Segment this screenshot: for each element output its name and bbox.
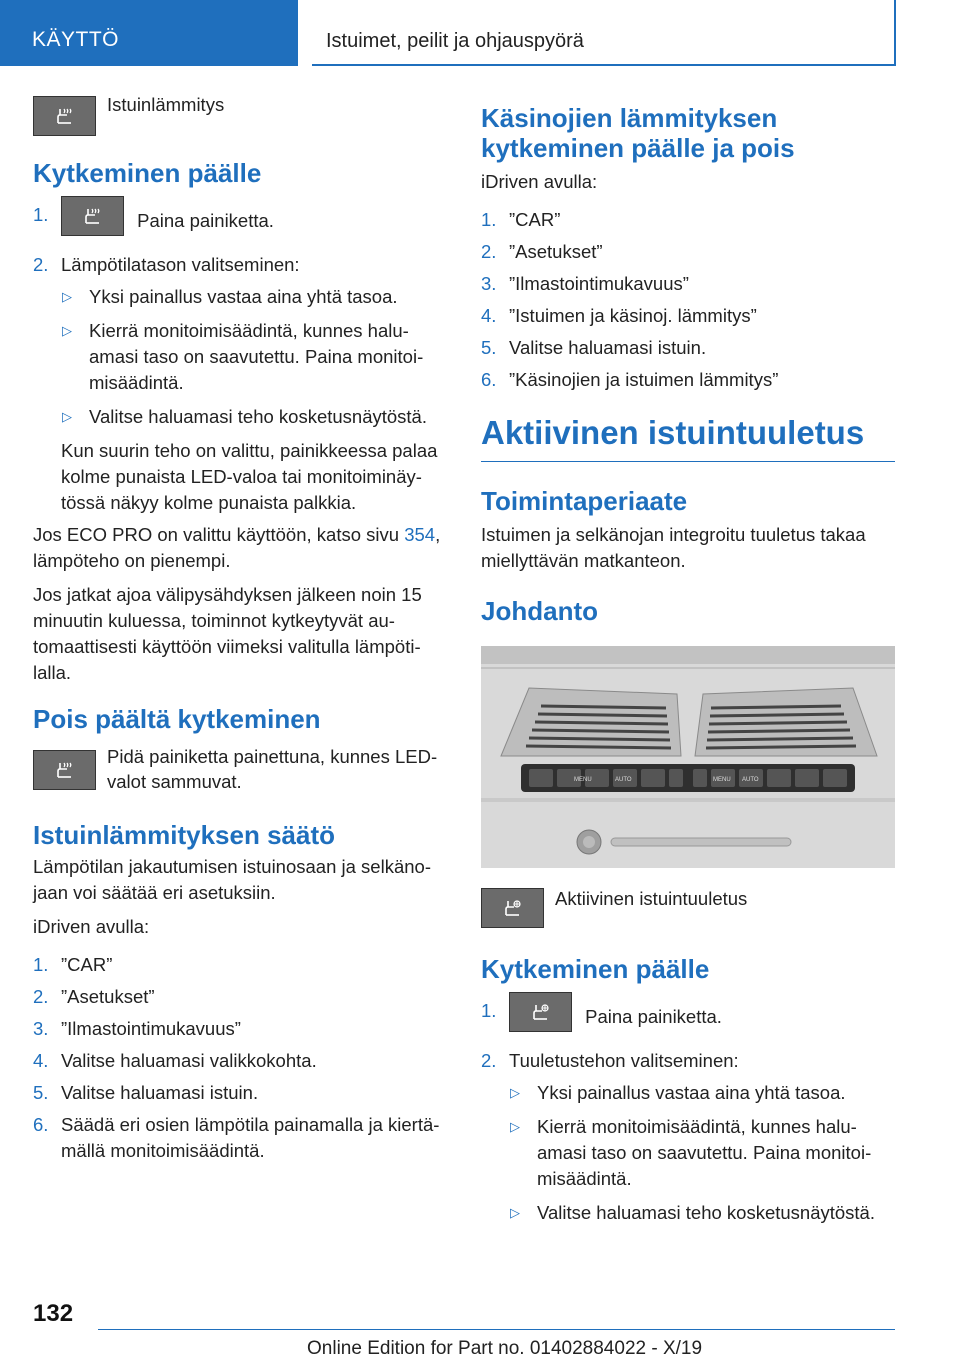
step-number: 1. [481,1000,497,1021]
step-number: 3. [481,273,497,294]
list-item [33,202,445,242]
list-item [481,271,895,297]
dashboard-vents-photo [481,646,895,868]
page-link[interactable]: 354 [404,524,436,545]
step-text: ”Asetukset” [61,986,155,1007]
step-text: ”Asetukset” [509,241,603,262]
restart-note: Jos jatkat ajoa välipysähdyksen jälkeen noin 15 minuutin kuluessa, toiminnot kytkeytyvät automaattisesti käyttöön viimeksi valitulla lämpötilalla. [33,584,422,683]
bullet-item [509,1114,895,1192]
idrive-label: iDriven avulla: [481,171,598,192]
section-title: KÄYTTÖ [32,28,120,51]
step-text: Tuuletustehon valitseminen: [509,1050,739,1071]
heading-adjust: Istuinlämmityksen säätö [33,820,335,850]
triangle-bullet-icon: ▷ [62,289,72,304]
step-number: 2. [481,241,497,262]
step-text: Paina painiketta. [585,1005,722,1027]
step-text: ”Ilmastointimukavuus” [509,273,689,294]
list-item [33,952,445,978]
list-item [481,207,895,233]
bullet-text: Valitse haluamasi teho kosketusnäytöstä. [537,1202,875,1223]
chapter-tab [312,0,896,66]
seat-heating-icon [61,196,124,236]
step-text: Paina painiketta. [137,209,274,231]
step-number: 1. [33,204,49,225]
step-number: 2. [33,986,49,1007]
max-level-note: Kun suurin teho on valittu, painikkeessa palaa kolme punaista LED-valoa tai monitoiminäytössä näkyy kolme punaista palkkia. [61,440,438,513]
idrive-label: iDriven avulla: [33,916,150,937]
icon-caption: Istuinlämmitys [107,94,225,115]
list-item [481,239,895,265]
step-number: 3. [33,1018,49,1039]
switch-on-steps [33,202,445,516]
bullet-text: Valitse haluamasi teho kosketusnäytöstä. [89,406,427,427]
step-number: 5. [33,1082,49,1103]
list-item [33,252,445,516]
list-item [33,1112,445,1164]
vent-steps [481,998,895,1226]
list-item [33,1016,445,1042]
left-column [33,96,445,1170]
bullet-item [61,284,445,310]
step-text: ”CAR” [509,209,561,230]
seat-heating-icon [33,750,96,790]
bullet-item [509,1200,895,1226]
section-title-ventilation: Aktiivinen istuintuuletus [481,414,865,451]
step-text: Valitse haluamasi istuin. [61,1082,259,1103]
step-number: 2. [33,254,49,275]
right-column [481,103,895,1234]
step-text: ”CAR” [61,954,113,975]
step-number: 5. [481,337,497,358]
adjust-steps [33,952,445,1164]
seat-heating-icon [33,96,96,136]
list-item [481,1048,895,1226]
step-number: 1. [33,954,49,975]
switch-off-text: Pidä painiketta painettuna, kunnes LED-valot sammuvat. [107,746,438,792]
triangle-bullet-icon: ▷ [510,1119,520,1134]
step-number: 2. [481,1050,497,1071]
heading-armrest: Käsinojien lämmityksen kytkeminen päälle ja pois [481,103,795,163]
step-number: 4. [481,305,497,326]
armrest-steps [481,207,895,393]
step-text: ”Käsinojien ja istuimen lämmitys” [509,369,779,390]
step-text: Valitse haluamasi valikkokohta. [61,1050,317,1071]
bullet-text: Kierrä monitoimisäädintä, kunnes haluamasi taso on saavutettu. Paina monitoimisäädintä. [537,1116,872,1189]
section-tab [0,0,298,66]
step-number: 4. [33,1050,49,1071]
bullet-list [509,1080,895,1226]
eco-pro-note [33,522,445,574]
bullet-item [61,318,445,396]
step-number: 6. [481,369,497,390]
seat-heating-icon-row [33,96,445,136]
switch-off-row [33,744,445,794]
list-item [481,335,895,361]
eco-text-end: , lämpöteho on pienempi. [33,524,441,571]
heading-switch-on: Kytkeminen päälle [481,954,710,984]
list-item [33,1080,445,1106]
list-item [481,367,895,393]
step-number: 6. [33,1114,49,1135]
bullet-text: Kierrä monitoimisäädintä, kunnes haluamasi taso on saavutettu. Paina monitoimisäädintä. [89,320,424,393]
step-number: 1. [481,209,497,230]
eco-text: Jos ECO PRO on valittu käyttöön, katso sivu [33,524,405,545]
list-item [481,998,895,1038]
triangle-bullet-icon: ▷ [510,1205,520,1220]
ventilation-icon-row [481,888,895,928]
heading-principle: Toimintaperiaate [481,486,688,516]
bullet-item [61,404,445,430]
triangle-bullet-icon: ▷ [62,323,72,338]
list-item [33,1048,445,1074]
dashboard-vents-illustration [481,646,895,868]
heading-switch-on: Kytkeminen päälle [33,158,262,188]
photo-button-label: MENU [574,777,592,783]
list-item [33,984,445,1010]
photo-button-label: AUTO [615,777,632,783]
bullet-text: Yksi painallus vastaa aina yhtä tasoa. [537,1082,846,1103]
chapter-title: Istuimet, peilit ja ohjauspyörä [326,30,584,52]
edition-text: Online Edition for Part no. 01402884022 - X/19 [307,1338,703,1359]
list-item [481,303,895,329]
photo-button-label: MENU [713,777,731,783]
bullet-list [61,284,445,430]
step-text: Säädä eri osien lämpötila painamalla ja kiertämällä monitoimisäädintä. [61,1114,440,1161]
section-divider [481,461,895,462]
page-header [0,0,960,66]
heading-switch-off: Pois päältä kytkeminen [33,704,321,734]
heading-intro: Johdanto [481,596,598,626]
footer-divider [98,1329,895,1330]
step-text: Valitse haluamasi istuin. [509,337,707,358]
seat-ventilation-icon [481,888,544,928]
principle-text: Istuimen ja selkänojan integroitu tuuletus takaa miellyttävän matkanteon. [481,524,866,571]
step-text: ”Ilmastointimukavuus” [61,1018,241,1039]
photo-button-label: AUTO [742,777,759,783]
icon-caption: Aktiivinen istuintuuletus [555,888,748,909]
step-text: Lämpötilatason valitseminen: [61,254,300,275]
page-number: 132 [33,1300,74,1327]
seat-ventilation-icon [509,992,572,1032]
step-text: ”Istuimen ja käsinoj. lämmitys” [509,305,757,326]
triangle-bullet-icon: ▷ [510,1085,520,1100]
bullet-text: Yksi painallus vastaa aina yhtä tasoa. [89,286,398,307]
adjust-intro: Lämpötilan jakautumisen istuinosaan ja selkänojaan voi säätää eri asetuksiin. [33,856,431,903]
bullet-item [509,1080,895,1106]
triangle-bullet-icon: ▷ [62,409,72,424]
